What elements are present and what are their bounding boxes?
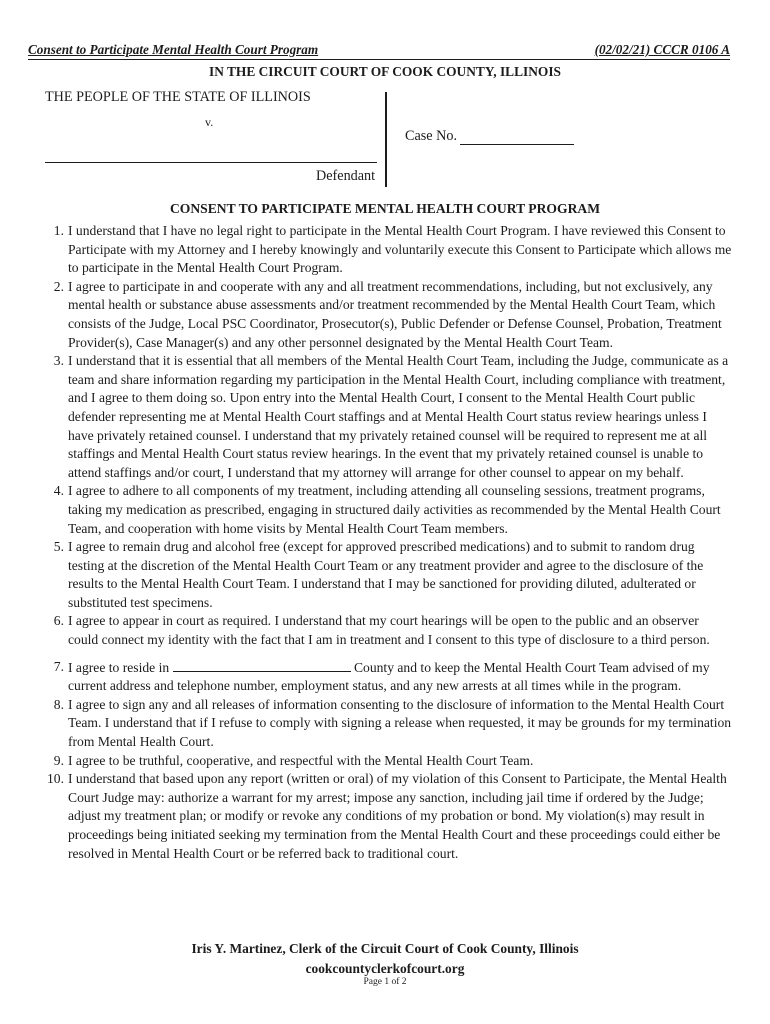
form-name: Consent to Participate Mental Health Court Program: [28, 42, 319, 57]
consent-item: [20, 482, 732, 538]
item-number: 9.: [53, 752, 64, 768]
item-text: I understand that based upon any report (written or oral) of my violation of this Consent to Participate, the Mental Health Court Judge may: authorize a warrant for my arrest; impose any sanction, including jail time if ordered by the Judge; adjust my treatment plan; or modify or revoke any conditions of my probation or bond. My violation(s) may result in proceedings being initiated seeking my termination from the Mental Health Court and these proceedings could either be resolved in Mental Health Court or be referred back to traditional court.: [68, 771, 727, 861]
consent-item: [20, 752, 732, 771]
item-text: I agree to adhere to all components of my treatment, including attending all counseling sessions, treatment programs, taking my medication as prescribed, engaging in structured daily activities as recommended by the Mental Health Court Team, and cooperation with home visits by Mental Health Court Team members.: [68, 483, 721, 536]
item-text: I agree to sign any and all releases of information consenting to the disclosure of information to the Mental Health Court Team. I understand that if I refuse to comply with signing a release when requested, it may be grounds for my termination from Mental Health Court.: [68, 696, 732, 750]
item-number: 7.: [53, 658, 64, 674]
case-number-field[interactable]: [460, 144, 574, 145]
form-code: (02/02/21) CCCR 0106 A: [594, 42, 730, 57]
item-text: I agree to remain drug and alcohol free (except for approved prescribed medications) and to submit to random drug testing at the discretion of the Mental Health Court Team or any treatment provider and agree to the disclosure of the results to the Mental Health Court Team. I understand that I may be sanctioned for providing diluted, adulterated or substituted test specimens.: [68, 539, 704, 610]
people-caption: THE PEOPLE OF THE STATE OF ILLINOIS: [45, 89, 311, 105]
page-number: Page 1 of 2: [363, 977, 407, 987]
header-rule: [28, 59, 730, 60]
county-field[interactable]: [173, 658, 351, 672]
item-text: I agree to appear in court as required. I understand that my court hearings will be open to the public and an observer could connect my identity with the fact that I am in treatment and I consent to this type of disclosure to a third person.: [68, 613, 710, 648]
consent-item: [20, 278, 732, 352]
item-number: 10.: [47, 771, 64, 787]
consent-item: [20, 352, 732, 482]
consent-item: [20, 696, 732, 752]
defendant-name-field[interactable]: [45, 162, 377, 163]
defendant-label: Defendant: [316, 168, 376, 184]
item-number: 5.: [53, 539, 64, 555]
consent-item: [20, 658, 732, 696]
consent-item: [20, 222, 732, 278]
caption-divider: [385, 92, 387, 187]
case-number-label: Case No.: [405, 128, 458, 144]
consent-item: [20, 612, 732, 649]
item-text: I understand that it is essential that all members of the Mental Health Court Team, including the Judge, communicate as a team and share information regarding my participation in the Mental Health Court, including compliance with treatment, and I agree to them doing so. Upon entry into the Mental Health Court, I consent to the Mental Health Court public defender representing me at Mental Health Court staffings and at Mental Health Court status review hearings unless I have privately retained counsel. I understand that my privately retained counsel will be required to represent me at all staffings and Mental Health Court status review hearings. In the event that my privately retained counsel is unable to attend staffings and/or court, I understand that my attorney will arrange for other counsel to appear on my behalf.: [68, 353, 729, 480]
item-number: 4.: [53, 483, 64, 499]
item-text-before: I agree to reside in: [68, 659, 173, 675]
item-text: I agree to be truthful, cooperative, and respectful with the Mental Health Court Team.: [68, 752, 534, 768]
clerk-name: Iris Y. Martinez, Clerk of the Circuit Court of Cook County, Illinois: [191, 941, 579, 956]
form-title: CONSENT TO PARTICIPATE MENTAL HEALTH COURT PROGRAM: [169, 201, 601, 216]
item-number: 6.: [53, 613, 64, 629]
consent-item: [20, 538, 732, 612]
clerk-website: cookcountyclerkofcourt.org: [305, 961, 465, 976]
item-number: 1.: [53, 223, 64, 238]
consent-items: [20, 222, 732, 863]
court-title: IN THE CIRCUIT COURT OF COOK COUNTY, ILLINOIS: [209, 64, 561, 79]
item-number: 2.: [53, 278, 64, 294]
versus-label: v.: [205, 115, 214, 129]
consent-item: [20, 770, 732, 863]
item-text-after: County and to keep the Mental Health Court Team advised of my current address and telephone number, employment status, and any new arrests at all times while in the program.: [68, 659, 710, 694]
item-text: I understand that I have no legal right to participate in the Mental Health Court Program. I have reviewed this Consent to Participate with my Attorney and I hereby knowingly and voluntarily execute this Consent to Participate which allows me to participate in the Mental Health Court Program.: [68, 223, 732, 276]
item-number: 8.: [53, 696, 64, 712]
item-number: 3.: [53, 353, 64, 369]
item-text: I agree to participate in and cooperate with any and all treatment recommendations, including, but not exclusively, any mental health or substance abuse assessments and/or treatment recommended by the Mental Health Court Team, which consists of the Judge, Local PSC Coordinator, Prosecutor(s), Public Defender or Defense Counsel, Probation, Treatment Provider(s), Case Manager(s) and any other personnel designated by the Mental Health Court Team.: [68, 278, 722, 350]
